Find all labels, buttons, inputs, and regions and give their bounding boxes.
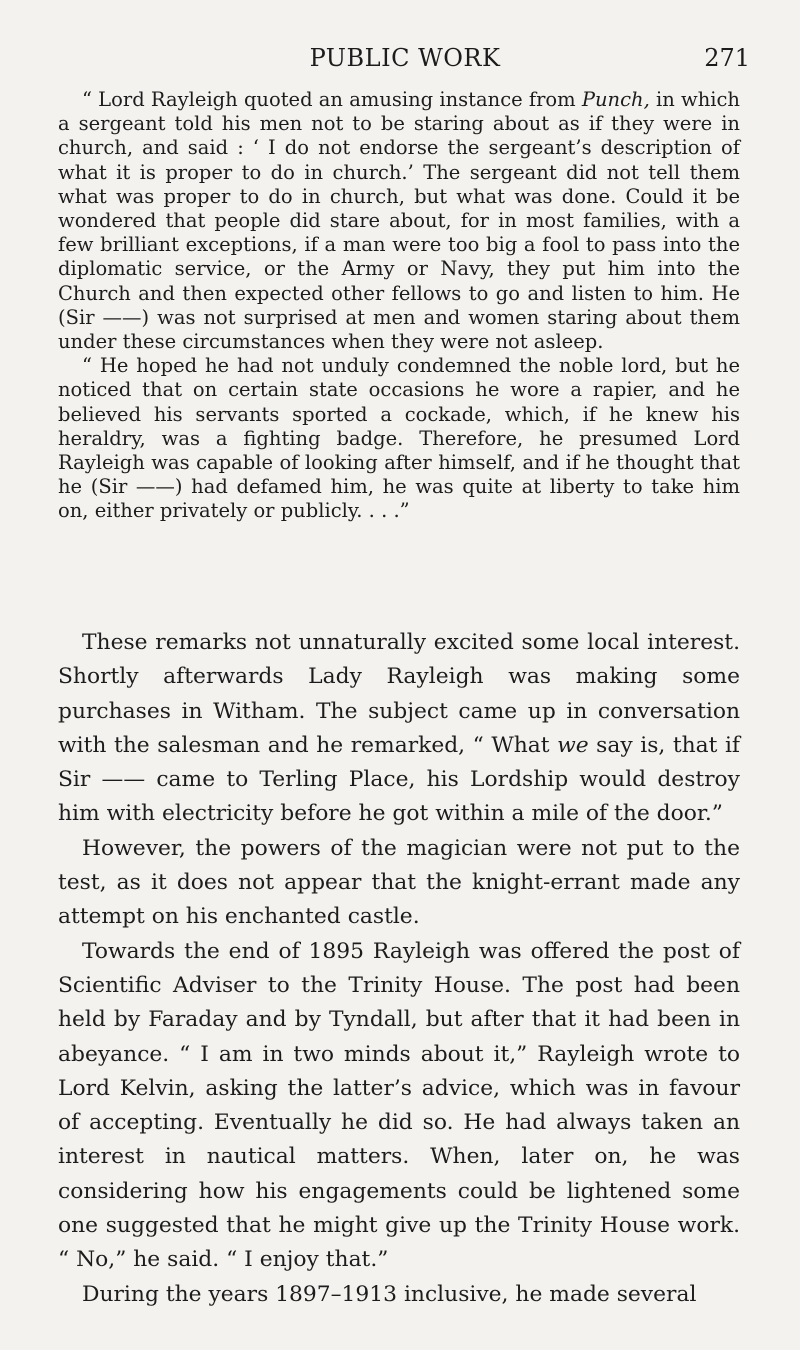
quote-paragraph-1	[58, 88, 740, 354]
quote-text: “ Lord Rayleigh quoted an amusing instance from	[82, 88, 582, 111]
running-header	[60, 44, 750, 78]
page-number: 271	[704, 44, 750, 72]
paragraph-text: These remarks not unnaturally excited some local interest. Shortly afterwards Lady Rayleigh was making some purchases in Witham. The subject came up in conversation with the salesman and he remarked, “ What	[58, 630, 740, 758]
paragraph-3: Towards the end of 1895 Rayleigh was offered the post of Scientific Adviser to the Trinity House. The post had been held by Faraday and by Tyndall, but after that it had been in abeyance. “ I am in two minds about it,” Rayleigh wrote to Lord Kelvin, asking the latter’s advice, which was in favour of accepting. Eventually he did so. He had always taken an interest in nautical matters. When, later on, he was considering how his engagements could be lightened some one suggested that he might give up the Trinity House work. “ No,” he said. “ I enjoy that.”	[58, 938, 740, 1273]
paragraph-text: say is, that if Sir —— came to Terling Place, his Lordship would destroy him with electricity before he got within a mile of the door.”	[58, 732, 740, 827]
running-title: PUBLIC WORK	[309, 44, 501, 72]
paragraph-1	[58, 626, 740, 832]
quoted-passage	[58, 88, 740, 524]
paragraph-4: During the years 1897–1913 inclusive, he made several	[82, 1281, 697, 1307]
emphasis-we: we	[557, 732, 589, 758]
paragraph-2: However, the powers of the magician were not put to the test, as it does not appear that the knight-errant made any attempt on his enchanted castle.	[58, 835, 740, 930]
quote-text: in which a sergeant told his men not to be staring about as if they were in church, and said : ‘ I do not endorse the sergeant’s description of what it is proper to do in church.’ The sergeant did not tell them what was proper to do in church, but what was done. Could it be wondered that people did stare about, for in most families, with a few brilliant exceptions, if a man were too big a fool to pass into the diplomatic service, or the Army or Navy, they put him into the Church and then expected other fellows to go and listen to him. He (Sir ——) was not surprised at men and women staring about them under these circumstances when they were not asleep.	[58, 88, 740, 354]
quote-paragraph-2: “ He hoped he had not unduly condemned the noble lord, but he noticed that on certain state occasions he wore a rapier, and he believed his servants sported a cockade, which, if he knew his heraldry, was a fighting badge. Therefore, he presumed Lord Rayleigh was capable of looking after himself, and if he thought that he (Sir ——) had defamed him, he was quite at liberty to take him on, either privately or publicly. . . .”	[58, 354, 740, 523]
main-text	[58, 626, 740, 1312]
punch-title: Punch,	[581, 88, 650, 111]
